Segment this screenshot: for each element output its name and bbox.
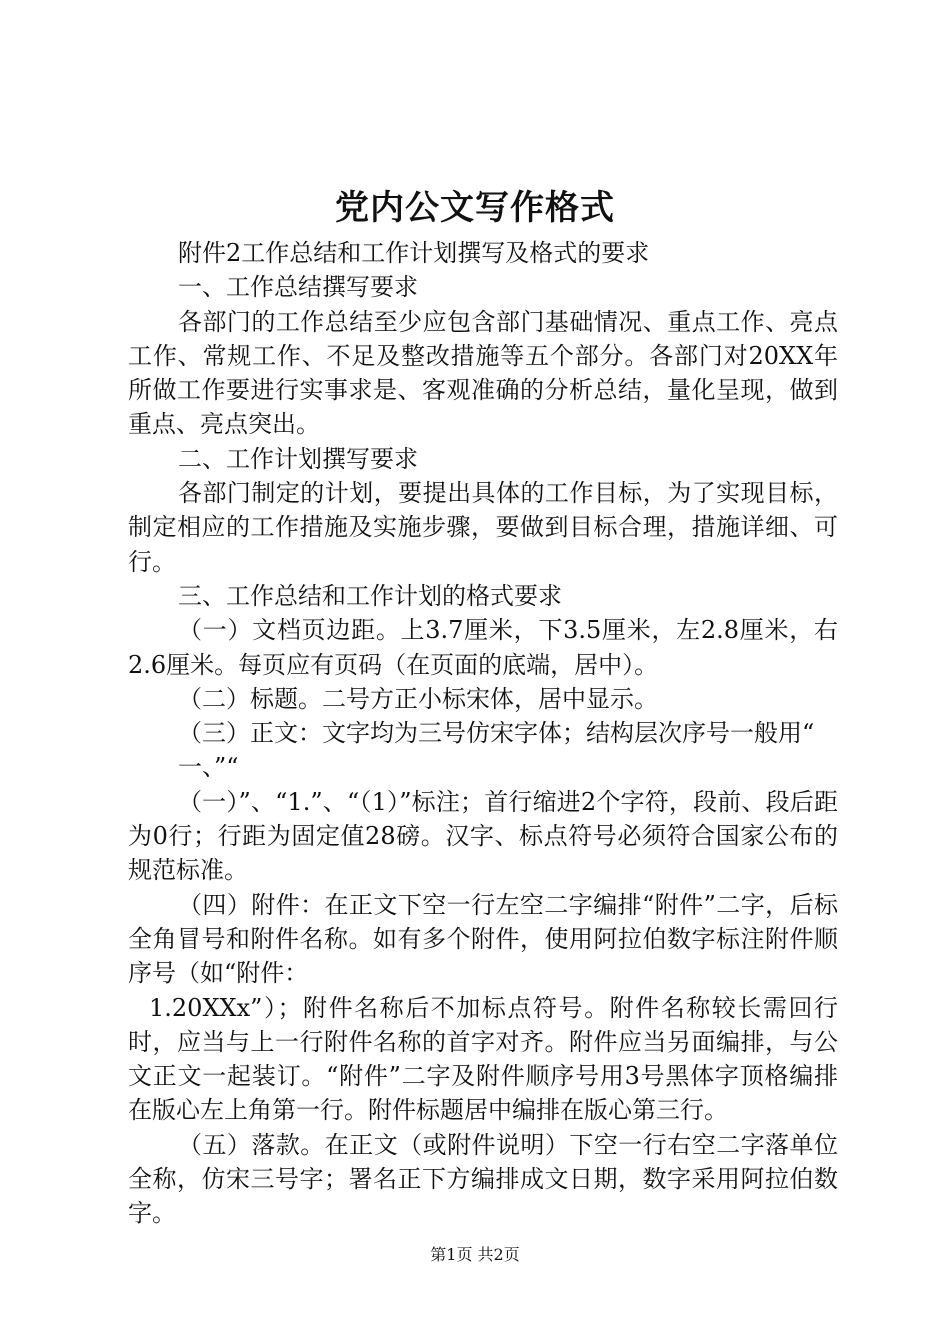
paragraph-body-format-fragment: 一、”“ bbox=[178, 753, 239, 782]
paragraph-body-format: （三）正文：文字均为三号仿宋字体；结构层次序号一般用“ bbox=[178, 719, 815, 748]
paragraph-signature-format: （五）落款。在正文（或附件说明）下空一行右空二字落单位全称，仿宋三号字；署名正下方编排成文日期，数字采用阿拉伯数字。 bbox=[128, 1130, 838, 1228]
page-number-footer: 第1页 共2页 bbox=[430, 1245, 520, 1264]
attachment-heading: 附件2工作总结和工作计划撰写及格式的要求 bbox=[178, 239, 650, 267]
paragraph-body-format-continued: （一）”、“1.”、“（1）”标注；首行缩进2个字符，段前、段后距为0行；行距为固定值28磅。汉字、标点符号必须符合国家公布的规范标准。 bbox=[128, 787, 838, 885]
paragraph-summary-requirements: 各部门的工作总结至少应包含部门基础情况、重点工作、亮点工作、常规工作、不足及整改措施等五个部分。各部门对20XX年所做工作要进行实事求是、客观准确的分析总结，量化呈现，做到重点、亮点突出。 bbox=[128, 307, 838, 439]
paragraph-margins: （一）文档页边距。上3.7厘米，下3.5厘米，左2.8厘米，右2.6厘米。每页应有页码（在页面的底端，居中）。 bbox=[128, 616, 838, 679]
paragraph-plan-requirements: 各部门制定的计划，要提出具体的工作目标，为了实现目标，制定相应的工作措施及实施步骤，要做到目标合理，措施详细、可行。 bbox=[128, 479, 838, 576]
section-heading-plan: 二、工作计划撰写要求 bbox=[178, 444, 418, 473]
document-body bbox=[128, 236, 838, 1231]
paragraph-attachment-format: （四）附件：在正文下空一行左空二字编排“附件”二字，后标全角冒号和附件名称。如有多个附件，使用阿拉伯数字标注附件顺序号（如“附件： bbox=[128, 890, 838, 988]
paragraph-title-format: （二）标题。二号方正小标宋体，居中显示。 bbox=[178, 684, 658, 713]
section-heading-format: 三、工作总结和工作计划的格式要求 bbox=[178, 581, 562, 610]
paragraph-attachment-format-continued: 1.20XXx”）；附件名称后不加标点符号。附件名称较长需回行时，应当与上一行附件名称的首字对齐。附件应当另面编排，与公文正文一起装订。“附件”二字及附件顺序号用3号黑体字顶格编排在版心左上角第一行。附件标题居中编排在版心第三行。 bbox=[128, 993, 838, 1125]
document-title: 党内公文写作格式 bbox=[335, 188, 615, 228]
section-heading-summary: 一、工作总结撰写要求 bbox=[178, 273, 418, 302]
